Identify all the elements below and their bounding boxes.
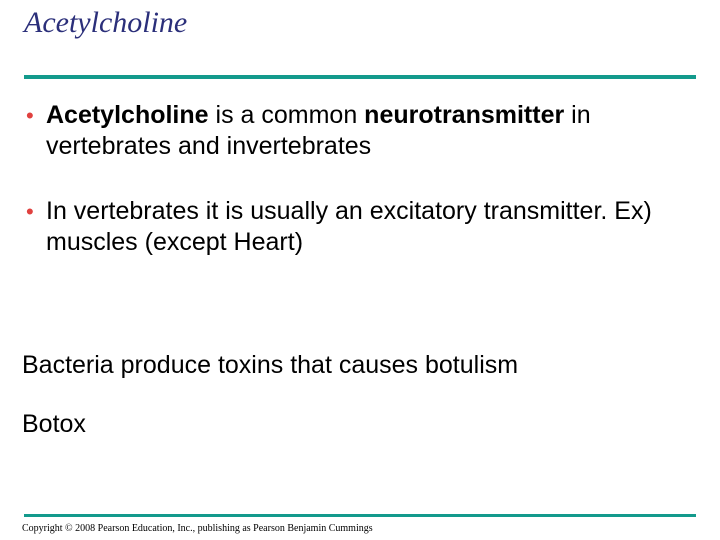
- body-line-2: Botox: [22, 410, 86, 438]
- copyright-footer: Copyright © 2008 Pearson Education, Inc., publishing as Pearson Benjamin Cummings: [22, 523, 373, 534]
- bullet-item-1: [26, 100, 706, 162]
- bullet-1-bold-mid: neurotransmitter: [364, 101, 565, 129]
- bullet-text-2: In vertebrates it is usually an excitatory transmitter. Ex) muscles (except Heart): [46, 197, 652, 256]
- title-divider: [24, 75, 696, 79]
- bullet-text-1: [46, 100, 706, 162]
- body-line-1: Bacteria produce toxins that causes botulism: [22, 351, 519, 379]
- bullet-item-2: [26, 196, 706, 258]
- footer-divider: [24, 514, 696, 517]
- bullet-1-bold-lead: Acetylcholine: [46, 101, 209, 129]
- bullet-icon: •: [26, 199, 34, 224]
- bullet-1-text-a: is a common: [208, 101, 365, 129]
- bullet-1-text-b: in vertebrates and invertebrates: [46, 101, 591, 160]
- bullet-icon: •: [26, 103, 34, 128]
- slide-title: Acetylcholine: [24, 6, 188, 39]
